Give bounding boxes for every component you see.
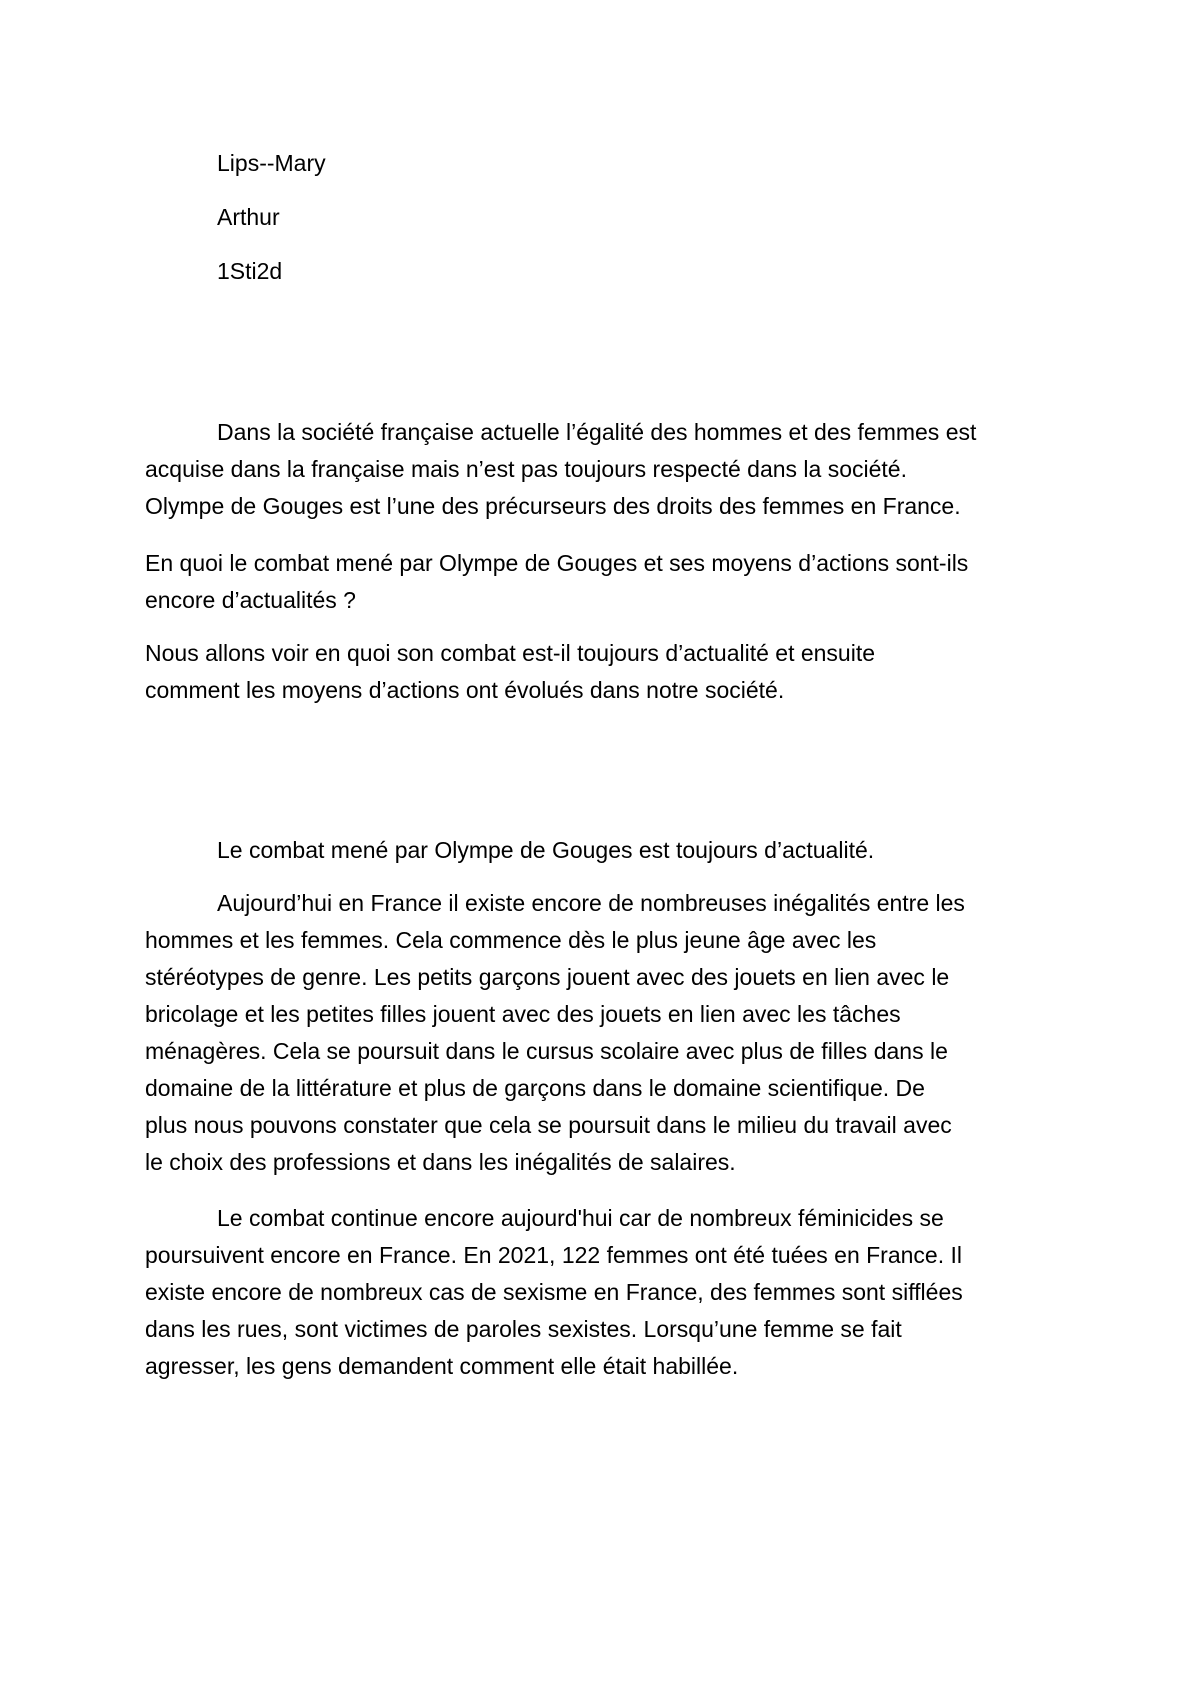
text-line: Dans la société française actuelle l’égalité des hommes et des femmes est xyxy=(217,419,977,445)
text-line: le choix des professions et dans les inégalités de salaires. xyxy=(145,1149,736,1175)
text-line: acquise dans la française mais n’est pas toujours respecté dans la société. xyxy=(145,456,907,482)
author-name-line-1: Lips--Mary xyxy=(217,150,326,176)
class-label: 1Sti2d xyxy=(217,258,283,284)
problem-statement xyxy=(145,545,1075,619)
text-line: Aujourd’hui en France il existe encore de nombreuses inégalités entre les xyxy=(217,890,965,916)
text-line: poursuivent encore en France. En 2021, 122 femmes ont été tuées en France. Il xyxy=(145,1242,962,1268)
text-line: hommes et les femmes. Cela commence dès le plus jeune âge avec les xyxy=(145,927,877,953)
text-line: ménagères. Cela se poursuit dans le cursus scolaire avec plus de filles dans le xyxy=(145,1038,948,1064)
text-line: Olympe de Gouges est l’une des précurseurs des droits des femmes en France. xyxy=(145,493,961,519)
text-line: bricolage et les petites filles jouent avec des jouets en lien avec les tâches xyxy=(145,1001,901,1027)
text-line: Le combat continue encore aujourd'hui car de nombreux féminicides se xyxy=(217,1205,944,1231)
text-line: comment les moyens d’actions ont évolués dans notre société. xyxy=(145,677,785,703)
text-line: Nous allons voir en quoi son combat est-il toujours d’actualité et ensuite xyxy=(145,640,876,666)
section-paragraph-1 xyxy=(145,885,1075,1181)
text-line: plus nous pouvons constater que cela se poursuit dans le milieu du travail avec xyxy=(145,1112,952,1138)
text-line: existe encore de nombreux cas de sexisme en France, des femmes sont sifflées xyxy=(145,1279,963,1305)
text-line: encore d’actualités ? xyxy=(145,587,356,613)
text-line: domaine de la littérature et plus de garçons dans le domaine scientifique. De xyxy=(145,1075,925,1101)
text-line: dans les rues, sont victimes de paroles sexistes. Lorsqu’une femme se fait xyxy=(145,1316,902,1342)
intro-paragraph-1 xyxy=(145,414,1075,525)
author-name-line-2: Arthur xyxy=(217,204,280,230)
text-line: En quoi le combat mené par Olympe de Gouges et ses moyens d’actions sont-ils xyxy=(145,550,969,576)
text-line: Le combat mené par Olympe de Gouges est toujours d’actualité. xyxy=(217,837,875,863)
text-line: stéréotypes de genre. Les petits garçons jouent avec des jouets en lien avec le xyxy=(145,964,950,990)
text-line: agresser, les gens demandent comment elle était habillée. xyxy=(145,1353,739,1379)
plan-announcement xyxy=(145,635,1075,709)
section-heading xyxy=(145,832,1075,869)
section-paragraph-2 xyxy=(145,1200,1075,1385)
